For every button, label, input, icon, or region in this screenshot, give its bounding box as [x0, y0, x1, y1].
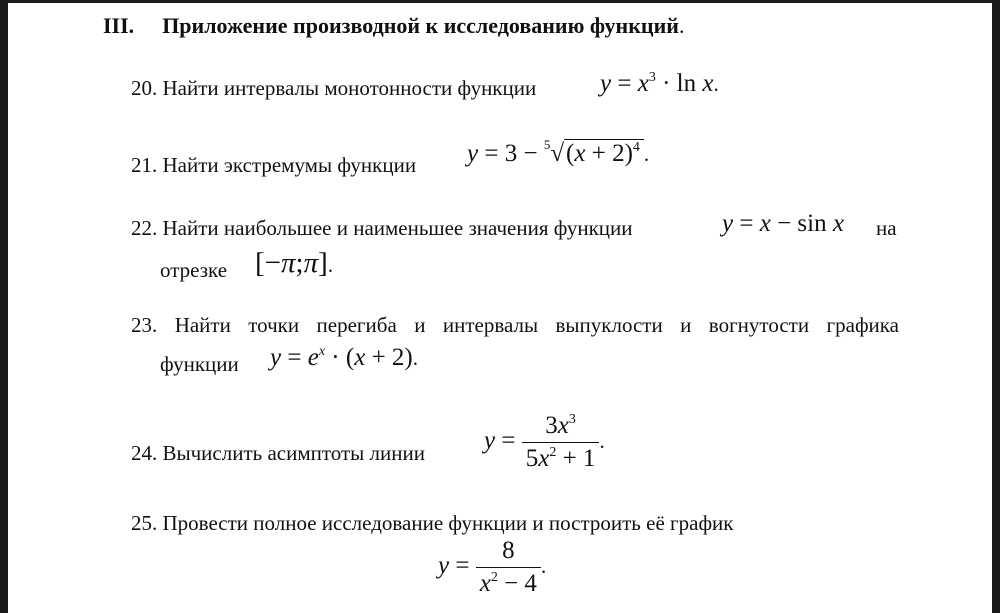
problem-21: 21. Найти экстремумы функции: [131, 153, 417, 177]
formula-23: $y = e^x \cdot (x + 2)$.: [270, 344, 418, 371]
formula-20: $y = x^3 \cdot \ln x$.: [600, 70, 719, 97]
problem-20: 20. Найти интервалы монотонности функции: [131, 76, 537, 100]
section-heading: III. Приложение производной к исследованию функций.: [103, 13, 685, 38]
formula-25: y = $\frac{8}{x^2 - 4}$ .: [438, 537, 547, 597]
top-border: [0, 0, 1000, 3]
formula-24: y = $\frac{3x^3}{5x^2 + 1}$ .: [484, 412, 605, 472]
formula-21: $y = 3 - ^5√(x + 2)^4$ .: [467, 137, 650, 167]
problem-22: 22. Найти наибольшее и наименьшее значения функции: [131, 216, 633, 240]
problem-22-tail: на: [876, 216, 897, 240]
section-title: Приложение производной к исследованию функций: [162, 13, 679, 38]
fraction-24: $\frac{3x^3}{5x^2 + 1}$: [522, 412, 600, 473]
segment-22: [−π;π].: [255, 247, 334, 279]
problem-23-line2: функции: [160, 352, 239, 376]
problem-23: 23. Найти точки перегиба и интервалы выпуклости и вогнутости графика: [131, 313, 899, 337]
fraction-25: $\frac{8}{x^2 - 4}$: [476, 537, 541, 598]
left-border: [0, 0, 8, 613]
problem-25: 25. Провести полное исследование функции и построить её график: [131, 511, 734, 535]
problem-24: 24. Вычислить асимптоты линии: [131, 441, 425, 465]
formula-22: y = x − sin x: [722, 210, 844, 237]
right-border: [992, 0, 1000, 613]
section-number: III.: [103, 13, 135, 38]
problem-22-line2: отрезке: [160, 258, 228, 282]
